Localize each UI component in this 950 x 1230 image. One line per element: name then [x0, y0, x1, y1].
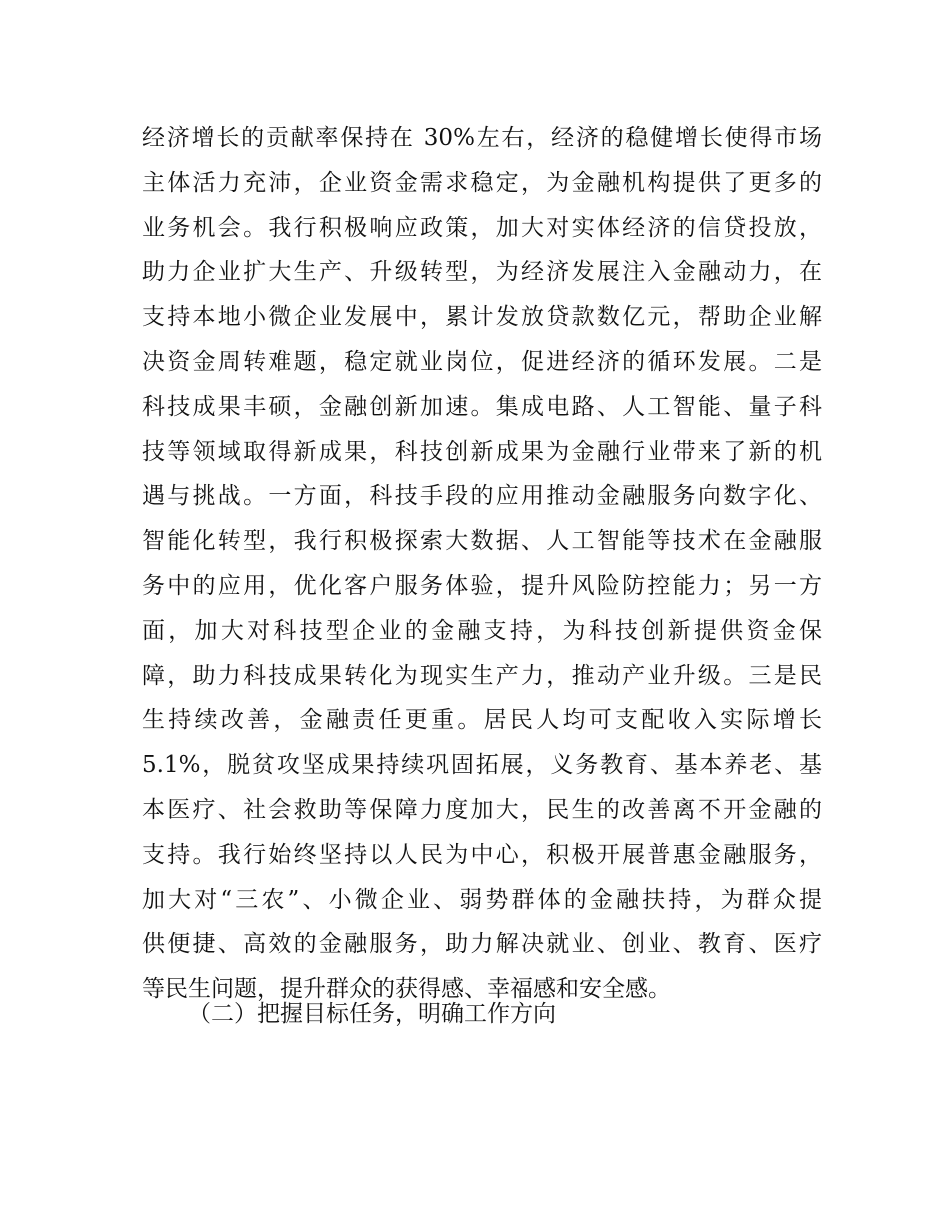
text-line: 支持本地小微企业发展中，累计发放贷款数亿元，帮助企业解 — [142, 304, 822, 331]
text-line: 等民生问题，提升群众的获得感、幸福感和安全感。 — [142, 976, 671, 1003]
text-line: 生持续改善，金融责任更重。居民人均可支配收入实际增长 — [142, 707, 822, 734]
text-line: 障，助力科技成果转化为现实生产力，推动产业升级。三是民 — [142, 662, 822, 689]
text-line: 助力企业扩大生产、升级转型，为经济发展注入金融动力，在 — [142, 259, 822, 286]
text-line: 供便捷、高效的金融服务，助力解决就业、创业、教育、医疗 — [142, 931, 822, 958]
text-line: 决资金周转难题，稳定就业岗位，促进经济的循环发展。二是 — [142, 348, 822, 375]
text-line: 加大对“三农”、小微企业、弱势群体的金融扶持，为群众提 — [142, 886, 822, 913]
text-line: 技等领域取得新成果，科技创新成果为金融行业带来了新的机 — [142, 438, 822, 465]
text-line: 本医疗、社会救助等保障力度加大，民生的改善离不开金融的 — [142, 796, 822, 823]
text-line: 支持。我行始终坚持以人民为中心，积极开展普惠金融服务， — [142, 841, 822, 868]
text-line: 面，加大对科技型企业的金融支持，为科技创新提供资金保 — [142, 617, 822, 644]
text-line: 经济增长的贡献率保持在 30%左右，经济的稳健增长使得市场 — [142, 125, 822, 151]
text-line: 5.1%，脱贫攻坚成果持续巩固拓展，义务教育、基本养老、基 — [142, 752, 822, 779]
section-heading: （二）把握目标任务，明确工作方向 — [188, 1001, 556, 1027]
text-line: 科技成果丰硕，金融创新加速。集成电路、人工智能、量子科 — [142, 393, 822, 420]
text-line: 遇与挑战。一方面，科技手段的应用推动金融服务向数字化、 — [142, 483, 822, 510]
text-line: 业务机会。我行积极响应政策，加大对实体经济的信贷投放， — [142, 214, 822, 241]
text-line: 智能化转型，我行积极探索大数据、人工智能等技术在金融服 — [142, 528, 822, 555]
body-paragraph — [142, 116, 822, 1012]
text-line: 务中的应用，优化客户服务体验，提升风险防控能力；另一方 — [142, 572, 822, 599]
text-line: 主体活力充沛，企业资金需求稳定，为金融机构提供了更多的 — [142, 169, 822, 196]
